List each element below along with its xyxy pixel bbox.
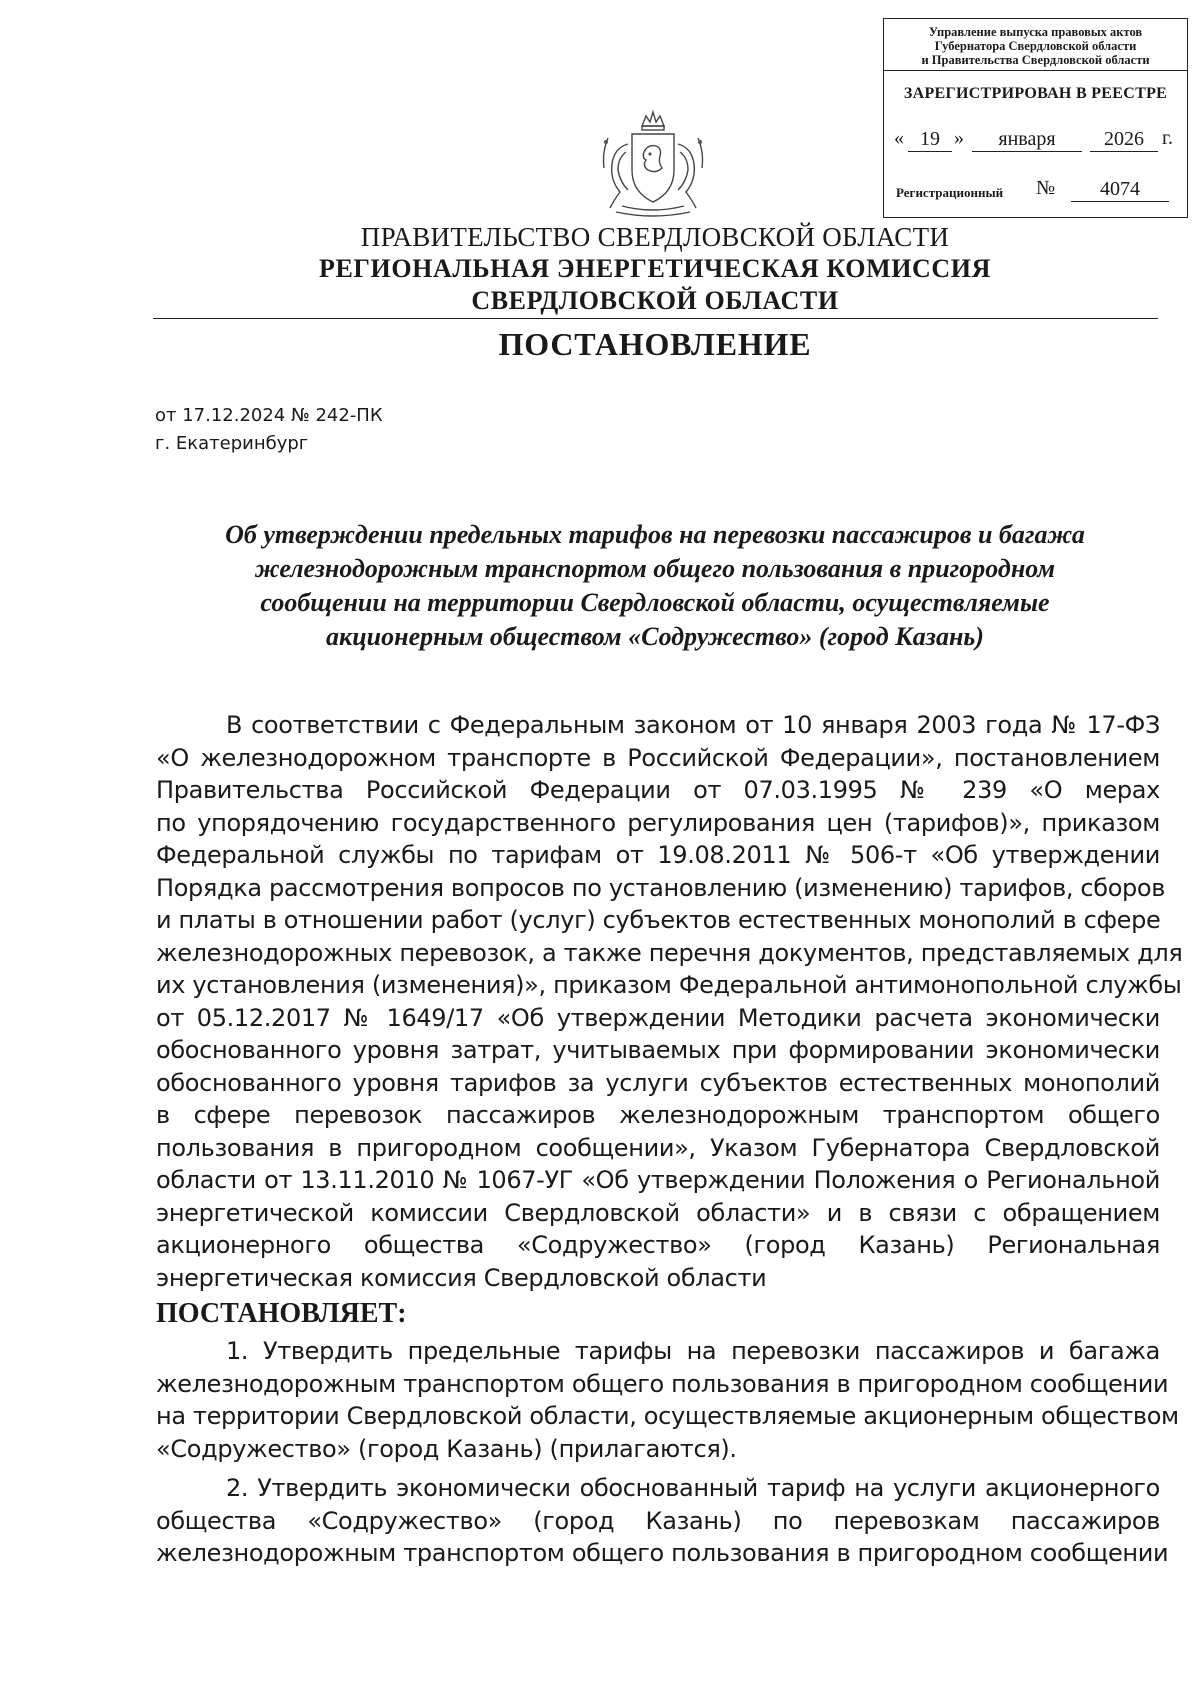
preamble-line: энергетическая комиссия Свердловской области: [156, 1263, 767, 1292]
document-city: г. Екатеринбург: [155, 433, 309, 454]
preamble-line: энергетической комиссии Свердловской области» и в связи с обращением: [156, 1198, 1160, 1227]
item-1-line: железнодорожным транспортом общего пользования в пригородном сообщении: [156, 1369, 1169, 1398]
preamble-line: железнодорожных перевозок, а также перечня документов, представляемых для: [156, 938, 1183, 967]
stamp-number-label: Регистрационный: [896, 185, 1004, 200]
preamble-line: Федеральной службы по тарифам от 19.08.2011 № 506-т «Об утверждении: [156, 841, 1160, 869]
item-1-paragraph: [156, 1335, 1179, 1465]
stamp-number: [896, 177, 1181, 207]
preamble-line: обоснованного уровня тарифов за услуги субъектов естественных монополий: [156, 1068, 1160, 1097]
preamble-line: пользования в пригородном сообщении», Указом Губернатора Свердловской: [156, 1133, 1160, 1162]
preamble-paragraph: [156, 709, 1183, 1294]
stamp-date-month: января: [972, 127, 1082, 152]
coat-of-arms-emblem: [588, 108, 718, 223]
preamble-line: их установления (изменения)», приказом Федеральной антимонопольной службы: [156, 971, 1182, 999]
stamp-number-sign: №: [1036, 177, 1056, 199]
item-2-line: железнодорожным транспортом общего пользования в пригородном сообщении: [156, 1539, 1169, 1567]
subject-line: акционерным обществом «Содружество» (город Казань): [326, 622, 984, 651]
stamp-office-line: Управление выпуска правовых актов: [928, 25, 1143, 39]
commission-name-line-1: РЕГИОНАЛЬНАЯ ЭНЕРГЕТИЧЕСКАЯ КОМИССИЯ: [318, 254, 992, 283]
subject-line: железнодорожным транспортом общего пользования в пригородном: [254, 554, 1056, 583]
preamble-line: обоснованного уровня затрат, учитываемых при формировании экономически: [156, 1036, 1160, 1064]
stamp-date-open-quote: «: [894, 127, 904, 149]
item-2-paragraph: [156, 1472, 1169, 1570]
stamp-number-value: 4074: [1071, 177, 1169, 202]
preamble-line: в сфере перевозок пассажиров железнодорожным транспортом общего: [156, 1101, 1160, 1129]
commission-name-line-2: СВЕРДЛОВСКОЙ ОБЛАСТИ: [471, 286, 839, 315]
item-2-line: 2. Утвердить экономически обоснованный тариф на услуги акционерного: [226, 1474, 1160, 1502]
subject-line: Об утверждении предельных тарифов на перевозки пассажиров и багажа: [225, 520, 1085, 549]
item-2-line: общества «Содружество» (город Казань) по перевозкам пассажиров: [156, 1506, 1160, 1535]
resolve-heading: ПОСТАНОВЛЯЕТ:: [156, 1298, 407, 1329]
preamble-line: акционерного общества «Содружество» (город Казань) Региональная: [156, 1231, 1160, 1259]
stamp-date: [894, 127, 1179, 157]
stamp-date-day: 19: [908, 127, 952, 152]
item-1-line: на территории Свердловской области, осуществляемые акционерным обществом: [156, 1402, 1179, 1430]
subject-line: сообщении на территории Свердловской области, осуществляемые: [260, 588, 1050, 617]
stamp-office-line: Губернатора Свердловской области: [934, 39, 1137, 53]
preamble-line: области от 13.11.2010 № 1067-УГ «Об утверждении Положения о Региональной: [156, 1166, 1160, 1194]
stamp-date-year-suffix: г.: [1162, 127, 1173, 149]
item-1-line: «Содружество» (город Казань) (прилагаются).: [156, 1434, 737, 1463]
stamp-office: [884, 19, 1187, 71]
preamble-line: от 05.12.2017 № 1649/17 «Об утверждении Методики расчета экономически: [156, 1003, 1160, 1032]
government-name: ПРАВИТЕЛЬСТВО СВЕРДЛОВСКОЙ ОБЛАСТИ: [360, 222, 950, 252]
registration-stamp: [883, 18, 1188, 218]
stamp-date-year: 2026: [1090, 127, 1158, 152]
item-1-line: 1. Утвердить предельные тарифы на перевозки пассажиров и багажа: [226, 1337, 1160, 1365]
stamp-date-close-quote: »: [954, 127, 964, 149]
preamble-line: по упорядочению государственного регулирования цен (тарифов)», приказом: [156, 808, 1160, 837]
document-date-number: от 17.12.2024 № 242-ПК: [155, 405, 383, 426]
preamble-line: В соответствии с Федеральным законом от 10 января 2003 года № 17-ФЗ: [226, 711, 1160, 739]
stamp-registered-label: ЗАРЕГИСТРИРОВАН В РЕЕСТРЕ: [903, 85, 1168, 102]
document-subject: [150, 518, 1160, 654]
header-divider: [153, 318, 1158, 319]
preamble-line: Порядка рассмотрения вопросов по установлению (изменению) тарифов, сборов: [156, 873, 1166, 902]
preamble-line: и платы в отношении работ (услуг) субъектов естественных монополий в сфере: [156, 906, 1161, 934]
preamble-line: Правительства Российской Федерации от 07.03.1995 № 239 «О мерах: [156, 776, 1160, 804]
document-type-title: ПОСТАНОВЛЕНИЕ: [498, 326, 812, 362]
preamble-line: «О железнодорожном транспорте в Российской Федерации», постановлением: [156, 743, 1160, 772]
stamp-office-line: и Правительства Свердловской области: [921, 53, 1150, 67]
